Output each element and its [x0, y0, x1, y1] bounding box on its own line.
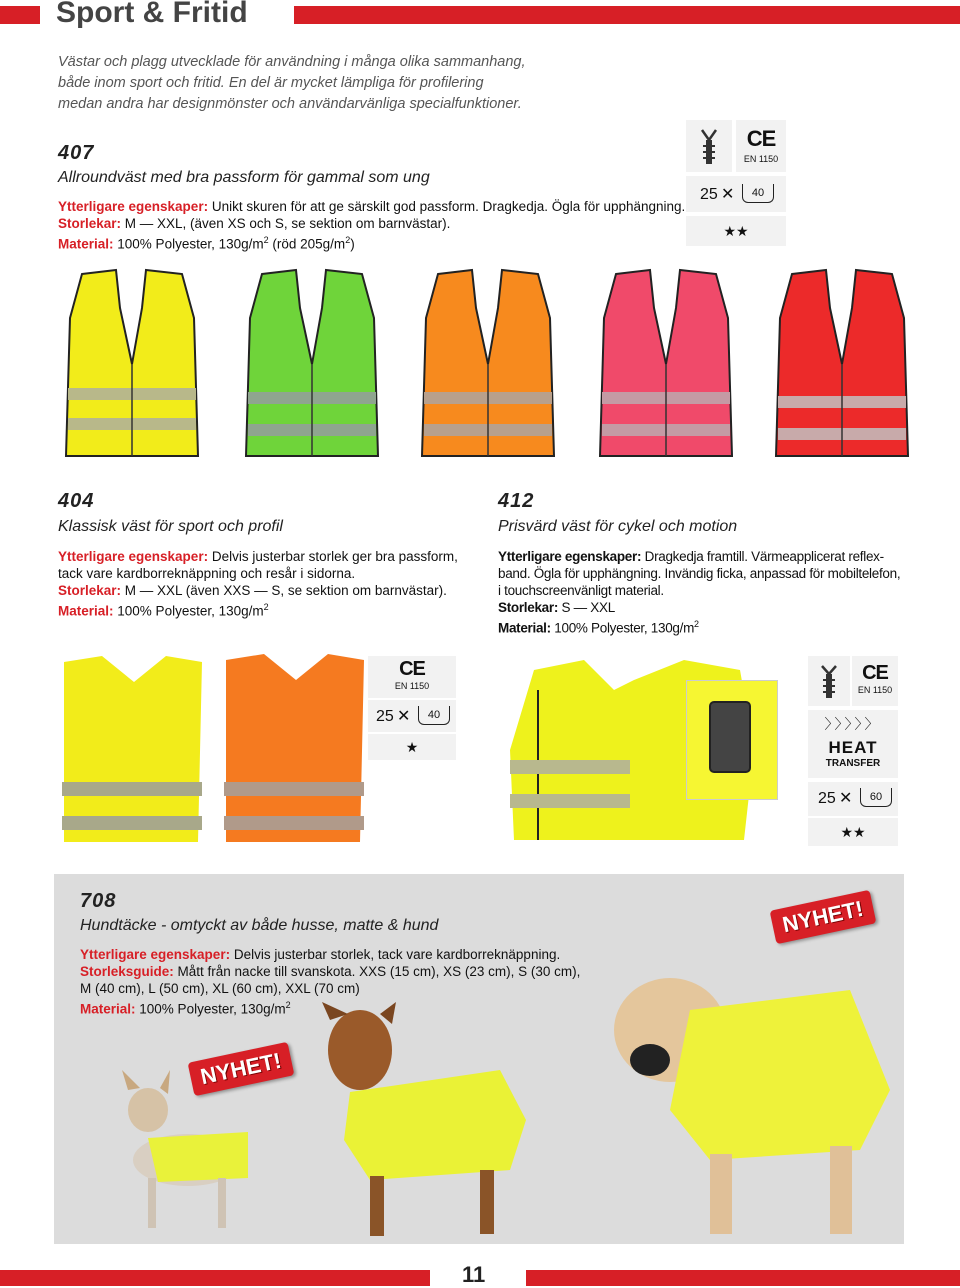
en-standard: EN 1150: [743, 154, 779, 164]
sizes-label: Storlekar:: [58, 216, 122, 231]
ce-mark-icon: CE: [399, 658, 425, 680]
cross-icon: ✕: [721, 186, 735, 203]
vest-412: [504, 660, 784, 846]
features-412: [498, 548, 938, 565]
vest-orange: [422, 270, 554, 456]
material-label: Material:: [80, 1001, 136, 1017]
wash-temp: 40: [427, 709, 441, 721]
vest-404-orange: [224, 654, 364, 842]
material-text: 100% Polyester, 130g/m: [113, 236, 264, 252]
heat-label: HEAT: [828, 738, 878, 757]
features-label: Ytterligare egenskaper:: [58, 549, 209, 564]
new-badge-small: NYHET!: [188, 1042, 295, 1096]
new-badge-large: NYHET!: [770, 890, 877, 944]
dog-photo-small: [108, 1070, 258, 1240]
material-label: Material:: [58, 603, 114, 619]
sizes-label: Storlekar:: [58, 583, 122, 598]
icon-panel-404: [368, 656, 456, 760]
product-title-407: Allroundväst med bra passform för gammal som ung: [58, 169, 430, 186]
product-title-708: Hundtäcke - omtyckt av både husse, matte & hund: [80, 917, 439, 934]
wash-tub-icon: [860, 788, 892, 807]
product-number-412: 412: [498, 490, 535, 512]
guide-708: [80, 963, 600, 980]
rating-stars: ★★: [723, 223, 749, 239]
zipper-icon: [686, 120, 732, 172]
features-line-2: tack vare kardborreknäppning och resår i sidorna.: [58, 566, 356, 581]
features-text: Unikt skuren för att ge särskilt god passform. Dragkedja. Ögla för upphängning.: [208, 199, 686, 214]
stars-box: [686, 216, 786, 246]
product-details-404: [58, 548, 478, 620]
vest-yellow: [66, 270, 198, 456]
features-line-2: band. Ögla för upphängning. Invändig ficka, anpassad för mobiltelefon,: [498, 566, 901, 581]
zipper-icon-box: [808, 656, 850, 706]
header-red-bar: [294, 6, 960, 24]
stars-box: [368, 734, 456, 760]
ce-box: [368, 656, 456, 698]
sizes-text: M — XXL (även XXS — S, se sektion om barnvästar).: [121, 583, 447, 598]
wash-box: [808, 782, 898, 816]
sizes-label: Storlekar:: [498, 600, 559, 615]
zipper-icon-box: [686, 120, 732, 172]
vest-pink: [600, 270, 732, 456]
features-label: Ytterligare egenskaper:: [80, 947, 231, 962]
vest-green: [246, 270, 378, 456]
sizes-407: [58, 215, 698, 232]
features-line-1: Delvis justerbar storlek ger bra passform,: [208, 549, 458, 564]
small-dog-illustration: [108, 1070, 258, 1240]
material-text: 100% Polyester, 130g/m: [550, 620, 695, 636]
wash-count: 25: [700, 186, 718, 203]
material-407: [58, 232, 698, 253]
stars-box: [808, 818, 898, 846]
vests-407-illustration: [54, 268, 914, 468]
wash-temp: 40: [751, 187, 765, 199]
intro-line-3: medan andra har designmönster och användarvänliga specialfunktioner.: [58, 96, 522, 112]
wash-count: 25: [376, 708, 394, 725]
transfer-label: TRANSFER: [825, 758, 881, 769]
material-text: 100% Polyester, 130g/m: [135, 1001, 286, 1017]
vests-404: [54, 652, 374, 852]
dog-photo-large: [600, 950, 890, 1240]
features-line-1: Dragkedja framtill. Värmeapplicerat reflex-: [641, 549, 884, 564]
large-dog-illustration: [600, 950, 890, 1240]
wash-tub-icon: [742, 184, 774, 203]
rating-stars: ★: [405, 739, 419, 755]
wash-tub-icon: [418, 706, 450, 725]
features-label: Ytterligare egenskaper:: [58, 199, 209, 214]
icon-panel-412: [808, 656, 898, 846]
product-number-404: 404: [58, 490, 95, 512]
footer-red-bar-left: [0, 1270, 430, 1286]
zipper-icon: [808, 656, 850, 706]
guide-line-1: Mått från nacke till svanskota. XXS (15 cm), XS (23 cm), S (30 cm),: [173, 964, 581, 979]
material-text: 100% Polyester, 130g/m: [113, 603, 264, 619]
guide-line-2: M (40 cm), L (50 cm), XL (60 cm), XXL (70 cm): [80, 981, 360, 996]
en-standard: EN 1150: [394, 681, 430, 691]
features-line-3: i touchscreenvänligt material.: [498, 583, 664, 598]
features-text: Delvis justerbar storlek, tack vare kardborreknäppning.: [230, 947, 561, 962]
material-text-2: (röd 205g/m: [268, 236, 346, 252]
product-details-412: [498, 548, 938, 637]
intro-line-2: både inom sport och fritid. En del är mycket lämpliga för profilering: [58, 75, 484, 91]
ce-box: [852, 656, 898, 706]
heat-waves-icon: 〉〉〉〉〉: [824, 716, 882, 732]
product-title-404: Klassisk väst för sport och profil: [58, 518, 283, 535]
en-standard: EN 1150: [857, 685, 893, 695]
ce-mark-icon: CE: [746, 126, 776, 151]
sizes-412: [498, 599, 938, 616]
medium-dog-illustration: [300, 1000, 540, 1240]
material-sup-2: 2: [345, 235, 351, 245]
phone-icon: [709, 701, 751, 773]
vests-404-illustration: [54, 652, 374, 852]
dog-photo-medium: [300, 1000, 540, 1240]
features-708: [80, 946, 600, 963]
product-number-708: 708: [80, 890, 117, 912]
wash-count: 25: [818, 790, 836, 807]
footer-red-bar-right: [526, 1270, 960, 1286]
heat-transfer-box: [808, 710, 898, 778]
features-407: [58, 198, 698, 215]
material-label: Material:: [498, 620, 551, 636]
product-details-407: [58, 198, 698, 253]
material-sup: 2: [263, 235, 269, 245]
wash-box: [368, 700, 456, 732]
rating-stars: ★★: [840, 824, 866, 840]
page-title: Sport & Fritid: [56, 0, 248, 29]
cross-icon: ✕: [839, 790, 853, 807]
guide-label: Storleksguide:: [80, 964, 174, 979]
vests-row-407: [54, 268, 914, 468]
intro-line-1: Västar och plagg utvecklade för användning i många olika sammanhang,: [58, 54, 526, 70]
sizes-text: S — XXL: [558, 600, 615, 615]
intro-text: [58, 52, 526, 115]
vest-404-yellow: [62, 656, 202, 842]
cross-icon: ✕: [397, 708, 411, 725]
material-label: Material:: [58, 236, 114, 252]
material-sup: 2: [285, 1000, 291, 1010]
material-sup: 2: [694, 619, 699, 629]
product-number-407: 407: [58, 142, 95, 164]
material-404: [58, 599, 478, 620]
sizes-text: M — XXL, (även XS och S, se sektion om barnvästar).: [121, 216, 451, 231]
features-404: [58, 548, 478, 565]
vest-red: [776, 270, 908, 456]
material-sup: 2: [263, 602, 269, 612]
header-left-bar: [0, 6, 40, 24]
phone-pocket-photo: [686, 680, 778, 800]
sizes-404: [58, 582, 478, 599]
features-label: Ytterligare egenskaper:: [498, 549, 642, 564]
wash-temp: 60: [869, 791, 883, 803]
page-number: 11: [462, 1262, 486, 1287]
product-title-412: Prisvärd väst för cykel och motion: [498, 518, 738, 535]
ce-mark-icon: CE: [862, 662, 888, 684]
wash-box: [686, 176, 786, 212]
ce-box: [736, 120, 786, 172]
icon-panel-407: [686, 120, 786, 248]
material-text-3: ): [350, 236, 355, 252]
material-412: [498, 616, 938, 637]
